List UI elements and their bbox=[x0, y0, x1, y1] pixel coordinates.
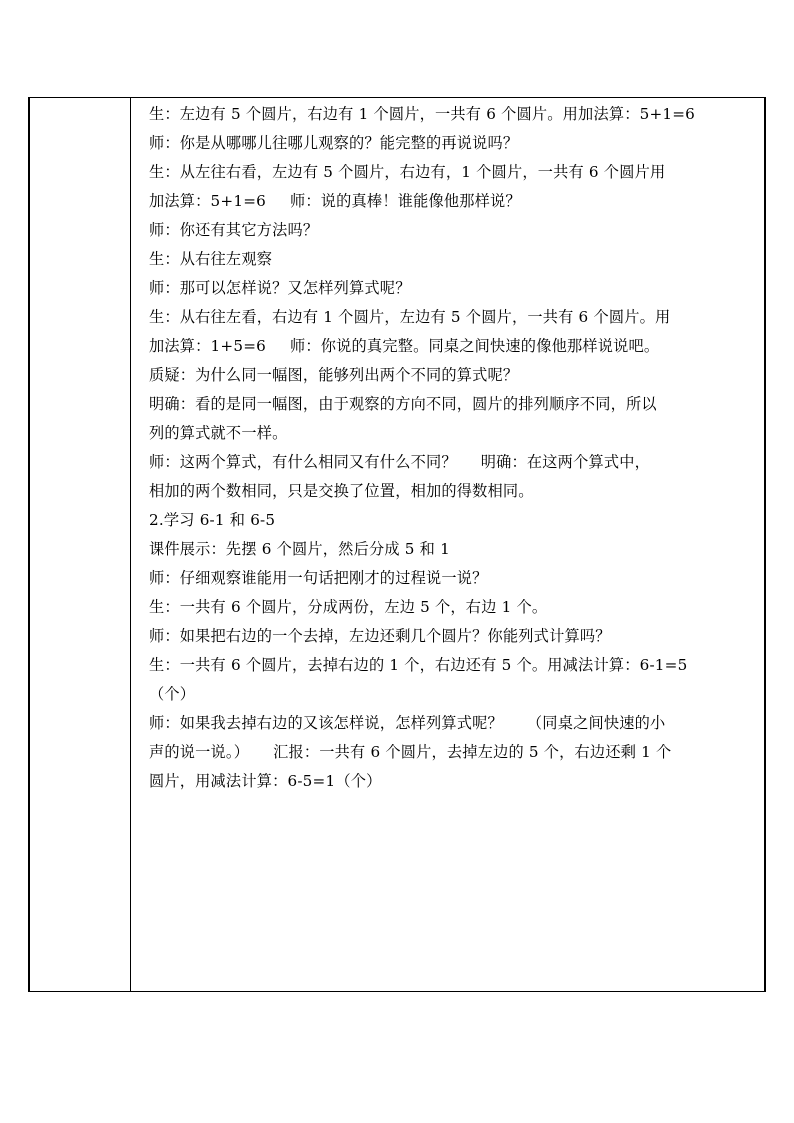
text-line-14: 相加的两个数相同，只是交换了位置，相加的得数相同。 bbox=[149, 482, 534, 500]
text-line-7: 师：那可以怎样说？又怎样列算式呢？ bbox=[149, 279, 411, 297]
text-line-12: 列的算式就不一样。 bbox=[149, 424, 288, 442]
left-cell bbox=[30, 98, 131, 991]
text-line-5: 师：你还有其它方法吗？ bbox=[149, 221, 319, 239]
text-line-20: 生：一共有 6 个圆片，去掉右边的 1 个，右边还有 5 个。用减法计算：6-1=5 bbox=[149, 656, 688, 674]
text-line-18: 生：一共有 6 个圆片，分成两份，左边 5 个，右边 1 个。 bbox=[149, 598, 548, 616]
text-line-2: 师：你是从哪哪儿往哪儿观察的？能完整的再说说吗？ bbox=[149, 134, 519, 152]
text-line-16: 课件展示：先摆 6 个圆片，然后分成 5 和 1 bbox=[149, 540, 450, 558]
text-line-15: 2.学习 6-1 和 6-5 bbox=[149, 511, 276, 529]
text-line-6: 生：从右往左观察 bbox=[149, 250, 273, 268]
text-span-9a: 加法算：1+5=6 bbox=[149, 337, 266, 355]
text-line-8: 生：从右往左看，右边有 1 个圆片，左边有 5 个圆片，一共有 6 个圆片。用 bbox=[149, 308, 671, 326]
text-span-22b: （同桌之间快速的小 bbox=[526, 714, 666, 732]
text-line-11: 明确：看的是同一幅图，由于观察的方向不同，圆片的排列顺序不同，所以 bbox=[149, 395, 657, 413]
text-span-23b: 汇报：一共有 6 个圆片，去掉左边的 5 个，右边还剩 1 个 bbox=[273, 743, 672, 761]
text-line-19: 师：如果把右边的一个去掉，左边还剩几个圆片？你能列式计算吗？ bbox=[149, 627, 611, 645]
text-span-23a: 声的说一说。） bbox=[149, 743, 250, 761]
text-line-3: 生：从左往右看，左边有 5 个圆片，右边有，1 个圆片，一共有 6 个圆片用 bbox=[149, 163, 666, 181]
text-span-13b: 明确：在这两个算式中， bbox=[480, 453, 651, 471]
text-span-4b: 师：说的真棒！谁能像他那样说？ bbox=[290, 192, 521, 210]
text-line-23 bbox=[149, 743, 761, 762]
text-line-22 bbox=[149, 714, 761, 733]
text-span-13a: 师：这两个算式，有什么相同又有什么不同？ bbox=[149, 453, 457, 471]
text-line-17: 师：仔细观察谁能用一句话把刚才的过程说一说？ bbox=[149, 569, 488, 587]
text-span-9b: 师：你说的真完整。同桌之间快速的像他那样说说吧。 bbox=[290, 337, 660, 355]
lesson-table bbox=[28, 97, 766, 992]
text-line-9 bbox=[149, 337, 761, 356]
text-span-4a: 加法算：5+1=6 bbox=[149, 192, 266, 210]
text-line-21: （个） bbox=[149, 685, 196, 703]
text-line-4 bbox=[149, 192, 761, 211]
text-line-10: 质疑：为什么同一幅图，能够列出两个不同的算式呢？ bbox=[149, 366, 519, 384]
text-line-24: 圆片，用减法计算：6-5=1（个） bbox=[149, 772, 382, 790]
text-span-22a: 师：如果我去掉右边的又该怎样说，怎样列算式呢？ bbox=[149, 714, 503, 732]
text-line-1: 生：左边有 5 个圆片，右边有 1 个圆片，一共有 6 个圆片。用加法算：5+1=6 bbox=[149, 105, 696, 123]
content-cell bbox=[149, 105, 761, 801]
text-line-13 bbox=[149, 453, 761, 472]
